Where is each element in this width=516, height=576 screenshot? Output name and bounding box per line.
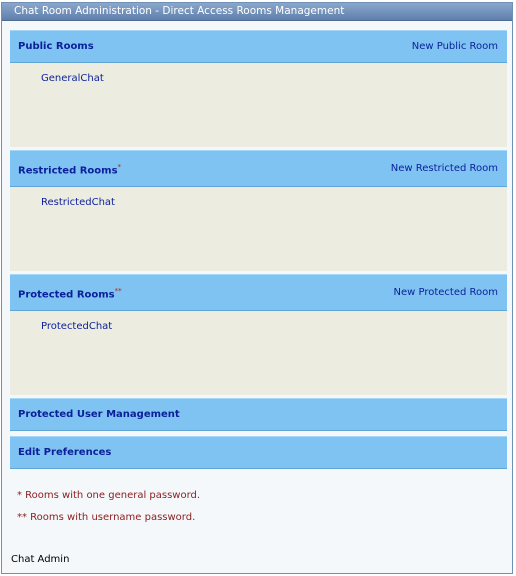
new-public-room-link[interactable]: New Public Room bbox=[411, 41, 498, 52]
public-rooms-title: Public Rooms bbox=[18, 41, 94, 52]
restricted-rooms-list bbox=[10, 187, 507, 271]
room-link-generalchat[interactable]: GeneralChat bbox=[41, 73, 104, 84]
room-link-restrictedchat[interactable]: RestrictedChat bbox=[41, 197, 115, 208]
protected-rooms-label: Protected Rooms bbox=[18, 289, 115, 301]
protected-rooms-list bbox=[10, 311, 507, 395]
protected-user-management-title: Protected User Management bbox=[18, 409, 180, 420]
edit-preferences-link[interactable] bbox=[10, 436, 507, 469]
footer-chat-admin: Chat Admin bbox=[11, 554, 70, 565]
restricted-rooms-title bbox=[18, 163, 121, 176]
restricted-marker: * bbox=[117, 163, 122, 171]
restricted-rooms-label: Restricted Rooms bbox=[18, 165, 118, 177]
room-link-protectedchat[interactable]: ProtectedChat bbox=[41, 321, 113, 332]
new-protected-room-link[interactable]: New Protected Room bbox=[393, 287, 498, 298]
protected-user-management-link[interactable] bbox=[10, 398, 507, 431]
restricted-rooms-header bbox=[10, 150, 507, 187]
protected-marker: ** bbox=[114, 287, 122, 295]
new-restricted-room-link[interactable]: New Restricted Room bbox=[390, 163, 498, 174]
public-rooms-list bbox=[10, 63, 507, 147]
edit-preferences-title: Edit Preferences bbox=[18, 447, 112, 458]
admin-window bbox=[1, 2, 513, 574]
protected-rooms-header bbox=[10, 274, 507, 311]
note-single-password: * Rooms with one general password. bbox=[17, 490, 201, 501]
window-title: Chat Room Administration - Direct Access Rooms Management bbox=[2, 3, 512, 21]
protected-rooms-title bbox=[18, 287, 122, 300]
note-username-password: ** Rooms with username password. bbox=[17, 512, 196, 523]
public-rooms-header bbox=[10, 30, 507, 63]
